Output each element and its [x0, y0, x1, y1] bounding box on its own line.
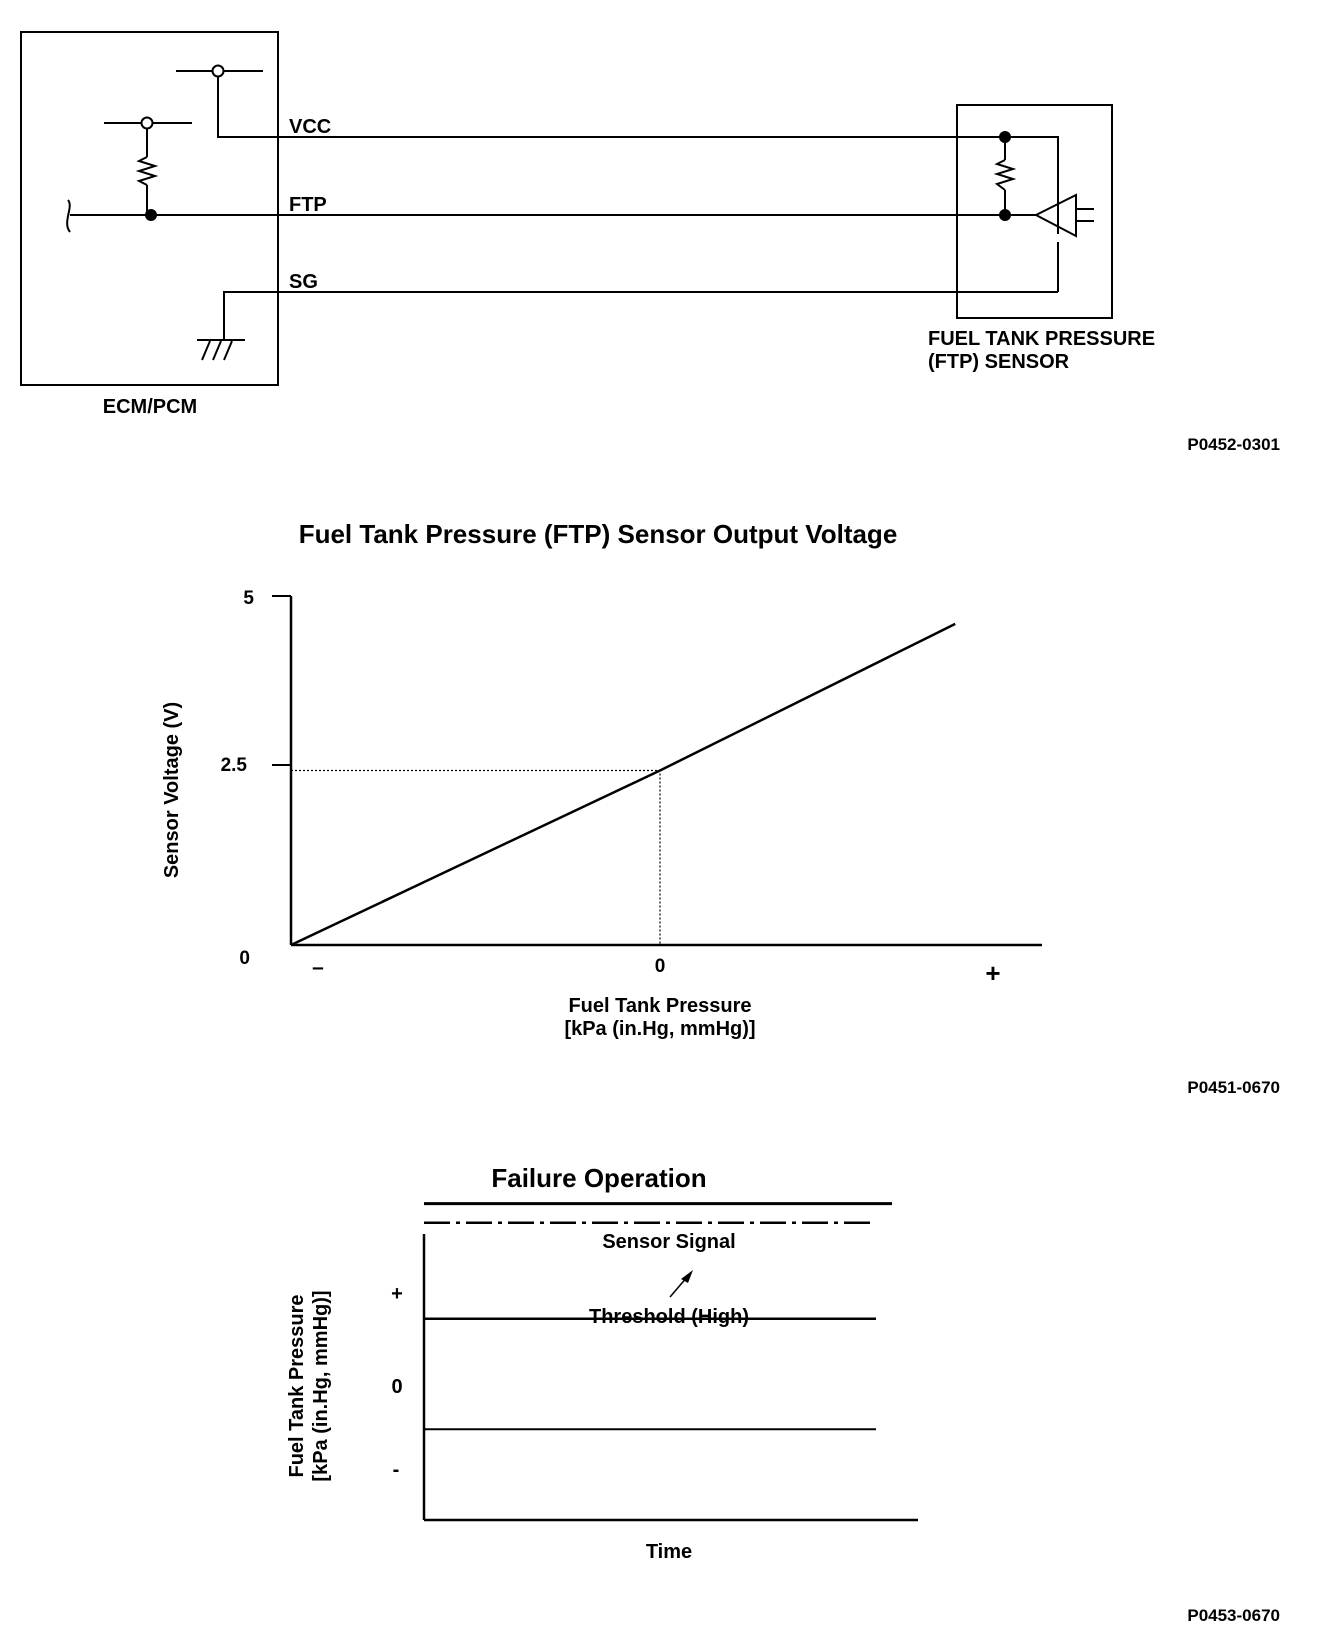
- resistor-icon: [997, 160, 1013, 190]
- chart1-xtick-zero: 0: [654, 956, 666, 977]
- chart1-xlabel-line1: Fuel Tank Pressure: [568, 995, 752, 1017]
- chart2-threshold-arrow: [670, 1270, 693, 1297]
- chart1-xlabel-line2: [kPa (in.Hg, mmHg)]: [564, 1018, 756, 1040]
- resistor-icon: [139, 157, 155, 185]
- figure-code-1: P0452-0301: [1187, 435, 1280, 454]
- ecm-label: ECM/PCM: [102, 396, 198, 418]
- figure-code-3: P0453-0670: [1187, 1606, 1280, 1625]
- ground-icon: [202, 341, 232, 360]
- chart1-xtick-minus: –: [312, 956, 324, 979]
- chart2-threshold-label: Threshold (High): [589, 1306, 749, 1328]
- chart2-xlabel: Time: [645, 1541, 693, 1563]
- chart1-ytick-label: 2.5: [220, 755, 247, 776]
- sensor-label-line1: FUEL TANK PRESSURE: [928, 328, 1156, 350]
- figure-code-2: P0451-0670: [1187, 1078, 1280, 1097]
- chart1-ytick-label: 5: [243, 588, 254, 609]
- ecm-box: [21, 32, 278, 385]
- wire-break-icon: [67, 200, 70, 232]
- sg-label: SG: [289, 271, 318, 293]
- amplifier-icon: [1036, 195, 1076, 236]
- ftp-label: FTP: [289, 194, 327, 216]
- output-voltage-chart: [161, 519, 1280, 1097]
- chart1-series-line: [291, 624, 955, 945]
- chart1-xtick-plus: +: [985, 958, 1001, 988]
- terminal-circle-icon: [213, 66, 224, 77]
- chart2-series-label: Sensor Signal: [602, 1231, 736, 1253]
- chart2-ylabel-line2: [kPa (in.Hg, mmHg)]: [310, 1290, 332, 1482]
- chart2-ytick-zero: 0: [391, 1376, 403, 1398]
- chart1-ytick-label: 0: [239, 948, 250, 969]
- chart2-ytick-plus: +: [391, 1283, 403, 1305]
- chart2-ytick-minus: -: [392, 1459, 400, 1481]
- failure-operation-chart: [286, 1163, 1280, 1625]
- junction-dot-icon: [999, 131, 1011, 143]
- sensor-label-line2: (FTP) SENSOR: [928, 351, 1070, 373]
- ftp-wire: [67, 118, 1094, 293]
- junction-dot-icon: [145, 209, 157, 221]
- junction-dot-icon: [999, 209, 1011, 221]
- chart1-title: Fuel Tank Pressure (FTP) Sensor Output Voltage: [298, 519, 898, 549]
- chart2-ylabel-line1: Fuel Tank Pressure: [286, 1294, 308, 1478]
- chart2-title: Failure Operation: [491, 1163, 707, 1193]
- vcc-label: VCC: [289, 116, 332, 138]
- terminal-circle-icon: [142, 118, 153, 129]
- chart1-ylabel: Sensor Voltage (V): [161, 701, 183, 879]
- junction-dots: [145, 131, 1011, 221]
